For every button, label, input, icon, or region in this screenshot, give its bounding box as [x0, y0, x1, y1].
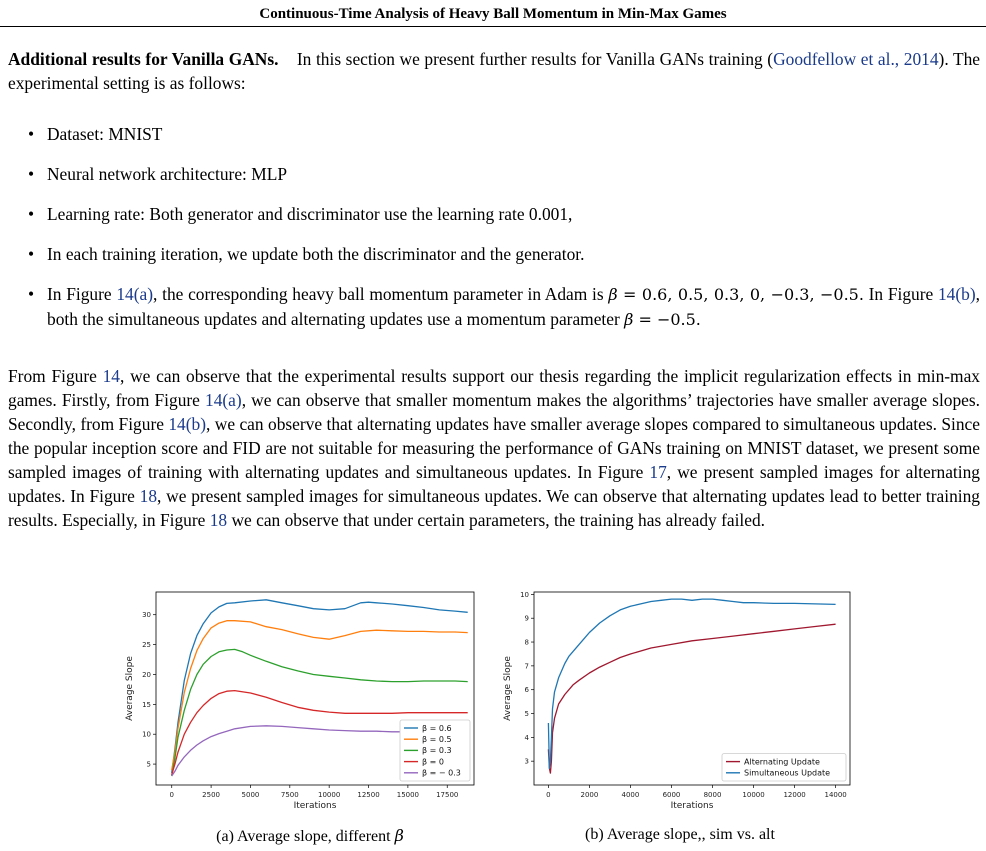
beta-symbol: β — [624, 310, 634, 329]
figure-note-text-4: , both the simultaneous updates and alternating updates use a momentum parameter — [47, 284, 981, 329]
y-tick-label: 25 — [142, 641, 151, 650]
legend-label: β = − 0.3 — [422, 768, 461, 778]
x-tick-label: 14000 — [824, 791, 847, 799]
y-tick-label: 7 — [524, 662, 529, 671]
x-tick-label: 4000 — [621, 791, 640, 799]
y-tick-label: 20 — [142, 670, 151, 679]
x-tick-label: 10000 — [318, 791, 341, 799]
x-tick-label: 17500 — [436, 791, 459, 799]
figure-14a — [118, 583, 484, 819]
discussion-paragraph — [8, 364, 980, 532]
x-tick-label: 15000 — [396, 791, 420, 799]
list-item — [28, 242, 980, 266]
discussion-text: , we present sampled images for simultaneous updates. We can observe that alternating updates lead to better training results. Especially, in Figure — [8, 486, 980, 530]
y-tick-label: 4 — [524, 733, 529, 742]
beta-value: = −0.5. — [633, 310, 701, 329]
x-tick-label: 0 — [546, 791, 551, 799]
header-rule — [0, 26, 986, 27]
caption-b: (b) Average slope,, sim vs. alt — [585, 826, 775, 843]
figure-ref-14[interactable]: 14 — [102, 366, 120, 386]
y-tick-label: 6 — [524, 686, 529, 695]
legend-label: β = 0.6 — [422, 723, 452, 733]
series-line-0 — [548, 624, 835, 773]
x-tick-label: 6000 — [662, 791, 681, 799]
figure-14b — [496, 583, 858, 819]
chart-average-slope-sim-vs-alt — [496, 583, 858, 819]
figure-ref-18[interactable]: 18 — [139, 486, 158, 506]
x-axis-label: Iterations — [670, 801, 714, 811]
list-item-learning-rate: Learning rate: Both generator and discriminator use the learning rate 0.001, — [47, 204, 573, 224]
list-item — [28, 202, 980, 226]
figure-ref-17[interactable]: 17 — [649, 462, 667, 482]
caption-a-text: (a) Average slope, different — [216, 828, 395, 845]
list-item — [28, 122, 980, 146]
list-item — [28, 282, 980, 332]
legend-label: β = 0.3 — [422, 746, 452, 756]
beta-symbol: β — [394, 826, 404, 845]
legend-label: β = 0.5 — [422, 735, 452, 744]
intro-paragraph — [8, 47, 980, 95]
intro-text-1: In this section we present further results for Vanilla GANs training ( — [296, 49, 774, 69]
y-tick-label: 10 — [520, 590, 529, 599]
y-tick-label: 5 — [524, 710, 529, 719]
figure-note-text-2: , the corresponding heavy ball momentum parameter in Adam is — [153, 284, 609, 304]
figure-ref-14a[interactable]: 14(a) — [205, 390, 242, 410]
x-tick-label: 10000 — [742, 791, 765, 799]
intro-text-2: ). The experimental setting is as follows: — [8, 49, 981, 93]
figure-ref-14b[interactable]: 14(b) — [168, 414, 207, 434]
caption-a — [190, 826, 430, 846]
x-tick-label: 0 — [169, 791, 174, 799]
x-tick-label: 8000 — [703, 791, 722, 799]
settings-list — [28, 122, 980, 348]
y-tick-label: 15 — [142, 700, 151, 709]
x-tick-label: 5000 — [241, 791, 260, 799]
series-line-1 — [548, 599, 835, 768]
legend-label: β = 0 — [422, 757, 444, 767]
discussion-text: From Figure — [8, 366, 103, 386]
x-tick-label: 12000 — [783, 791, 806, 799]
beta-symbol: β — [608, 285, 618, 304]
list-item-dataset: Dataset: MNIST — [47, 124, 163, 144]
list-item-iteration: In each training iteration, we update both the discriminator and the generator. — [47, 244, 585, 264]
y-axis-label: Average Slope — [503, 656, 513, 721]
list-item-architecture: Neural network architecture: MLP — [47, 164, 287, 184]
figure-ref-18[interactable]: 18 — [209, 510, 228, 530]
discussion-text: we can observe that under certain parameters, the training has already failed. — [227, 510, 766, 530]
legend-label: Simultaneous Update — [744, 768, 831, 778]
x-tick-label: 7500 — [280, 791, 299, 799]
y-tick-label: 10 — [142, 730, 151, 739]
beta-values: = 0.6, 0.5, 0.3, 0, −0.3, −0.5. — [617, 285, 864, 304]
x-tick-label: 12500 — [357, 791, 380, 799]
figure-ref-14a[interactable]: 14(a) — [116, 284, 154, 304]
y-tick-label: 30 — [142, 611, 151, 620]
citation-link[interactable]: Goodfellow et al., 2014 — [773, 49, 939, 69]
x-tick-label: 2500 — [202, 791, 221, 799]
discussion-text: , we can observe that alternating updates have smaller average slopes compared to simultaneous updates. Since the popular inception score and FID are not suitable for measuring the performance of GANs training on MNIST dataset, we present some sampled images of training with alternating updates and simultaneous updates. In Figure — [8, 414, 980, 482]
y-axis-label: Average Slope — [125, 656, 135, 721]
discussion-text: , we can observe that smaller momentum makes the algorithms’ trajectories have smaller average slopes. Secondly, from Figure — [8, 390, 980, 434]
discussion-text: , we can observe that the experimental results support our thesis regarding the implicit regularization effects in min-max games. Firstly, from Figure — [8, 366, 980, 410]
y-tick-label: 8 — [524, 638, 529, 647]
y-tick-label: 9 — [524, 614, 529, 623]
list-item — [28, 162, 980, 186]
figure-note-text-1: In Figure — [47, 284, 117, 304]
x-tick-label: 2000 — [580, 791, 599, 799]
figure-note-text-3: In Figure — [863, 284, 938, 304]
running-title: Continuous-Time Analysis of Heavy Ball Momentum in Min-Max Games — [259, 6, 727, 22]
legend-label: Alternating Update — [744, 757, 820, 767]
chart-average-slope-beta — [118, 583, 484, 819]
y-tick-label: 3 — [524, 757, 529, 766]
figure-ref-14b[interactable]: 14(b) — [937, 284, 976, 304]
x-axis-label: Iterations — [293, 801, 337, 811]
discussion-text: , we present sampled images for alternating updates. In Figure — [8, 462, 980, 506]
y-tick-label: 5 — [146, 760, 151, 769]
paragraph-title: Additional results for Vanilla GANs. — [8, 49, 279, 69]
